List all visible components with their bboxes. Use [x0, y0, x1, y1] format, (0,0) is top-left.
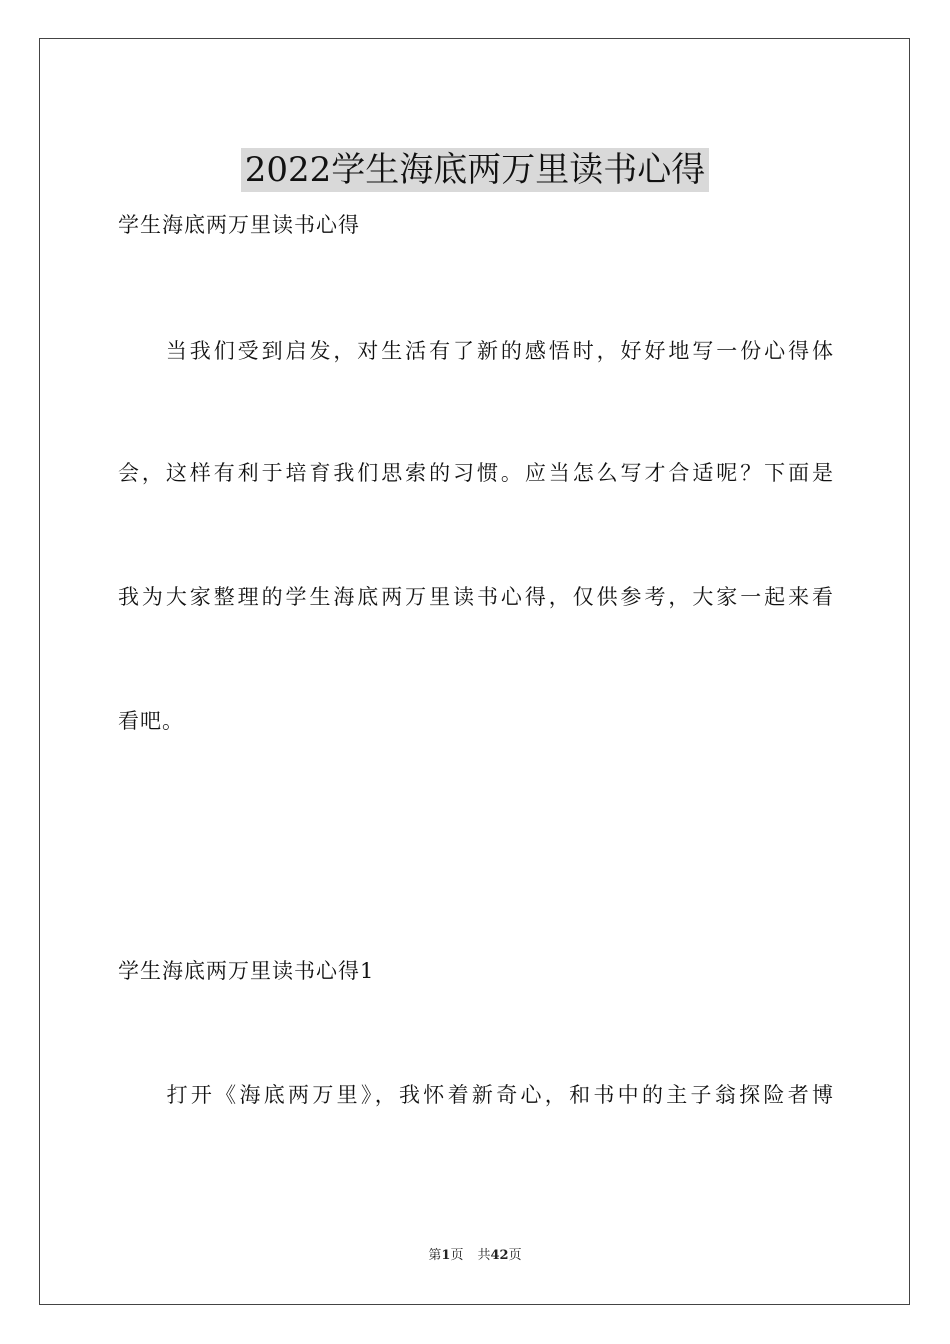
subtitle: 学生海底两万里读书心得 — [118, 213, 360, 237]
footer-total-prefix: 共 — [477, 1248, 491, 1263]
footer-page-total: 42 — [490, 1248, 509, 1263]
title-container — [0, 125, 950, 215]
intro-line-3: 我为大家整理的学生海底两万里读书心得，仅供参考，大家一起来看 — [118, 585, 834, 609]
footer-total-suffix: 页 — [508, 1248, 522, 1263]
section-heading: 学生海底两万里读书心得1 — [118, 959, 375, 983]
intro-line-1: 当我们受到启发，对生活有了新的感悟时，好好地写一份心得体 — [118, 339, 834, 363]
footer-page-prefix: 第 — [428, 1248, 442, 1263]
document-title: 2022学生海底两万里读书心得 — [241, 148, 710, 192]
footer-page-current: 1 — [441, 1248, 451, 1263]
intro-line-4: 看吧。 — [118, 709, 184, 733]
section-line-1: 打开《海底两万里》，我怀着新奇心，和书中的主子翁探险者博 — [118, 1083, 834, 1107]
footer-page-mid: 页 — [450, 1248, 464, 1263]
page-footer — [0, 1246, 950, 1266]
intro-line-2: 会，这样有利于培育我们思索的习惯。应当怎么写才合适呢？下面是 — [118, 461, 834, 485]
